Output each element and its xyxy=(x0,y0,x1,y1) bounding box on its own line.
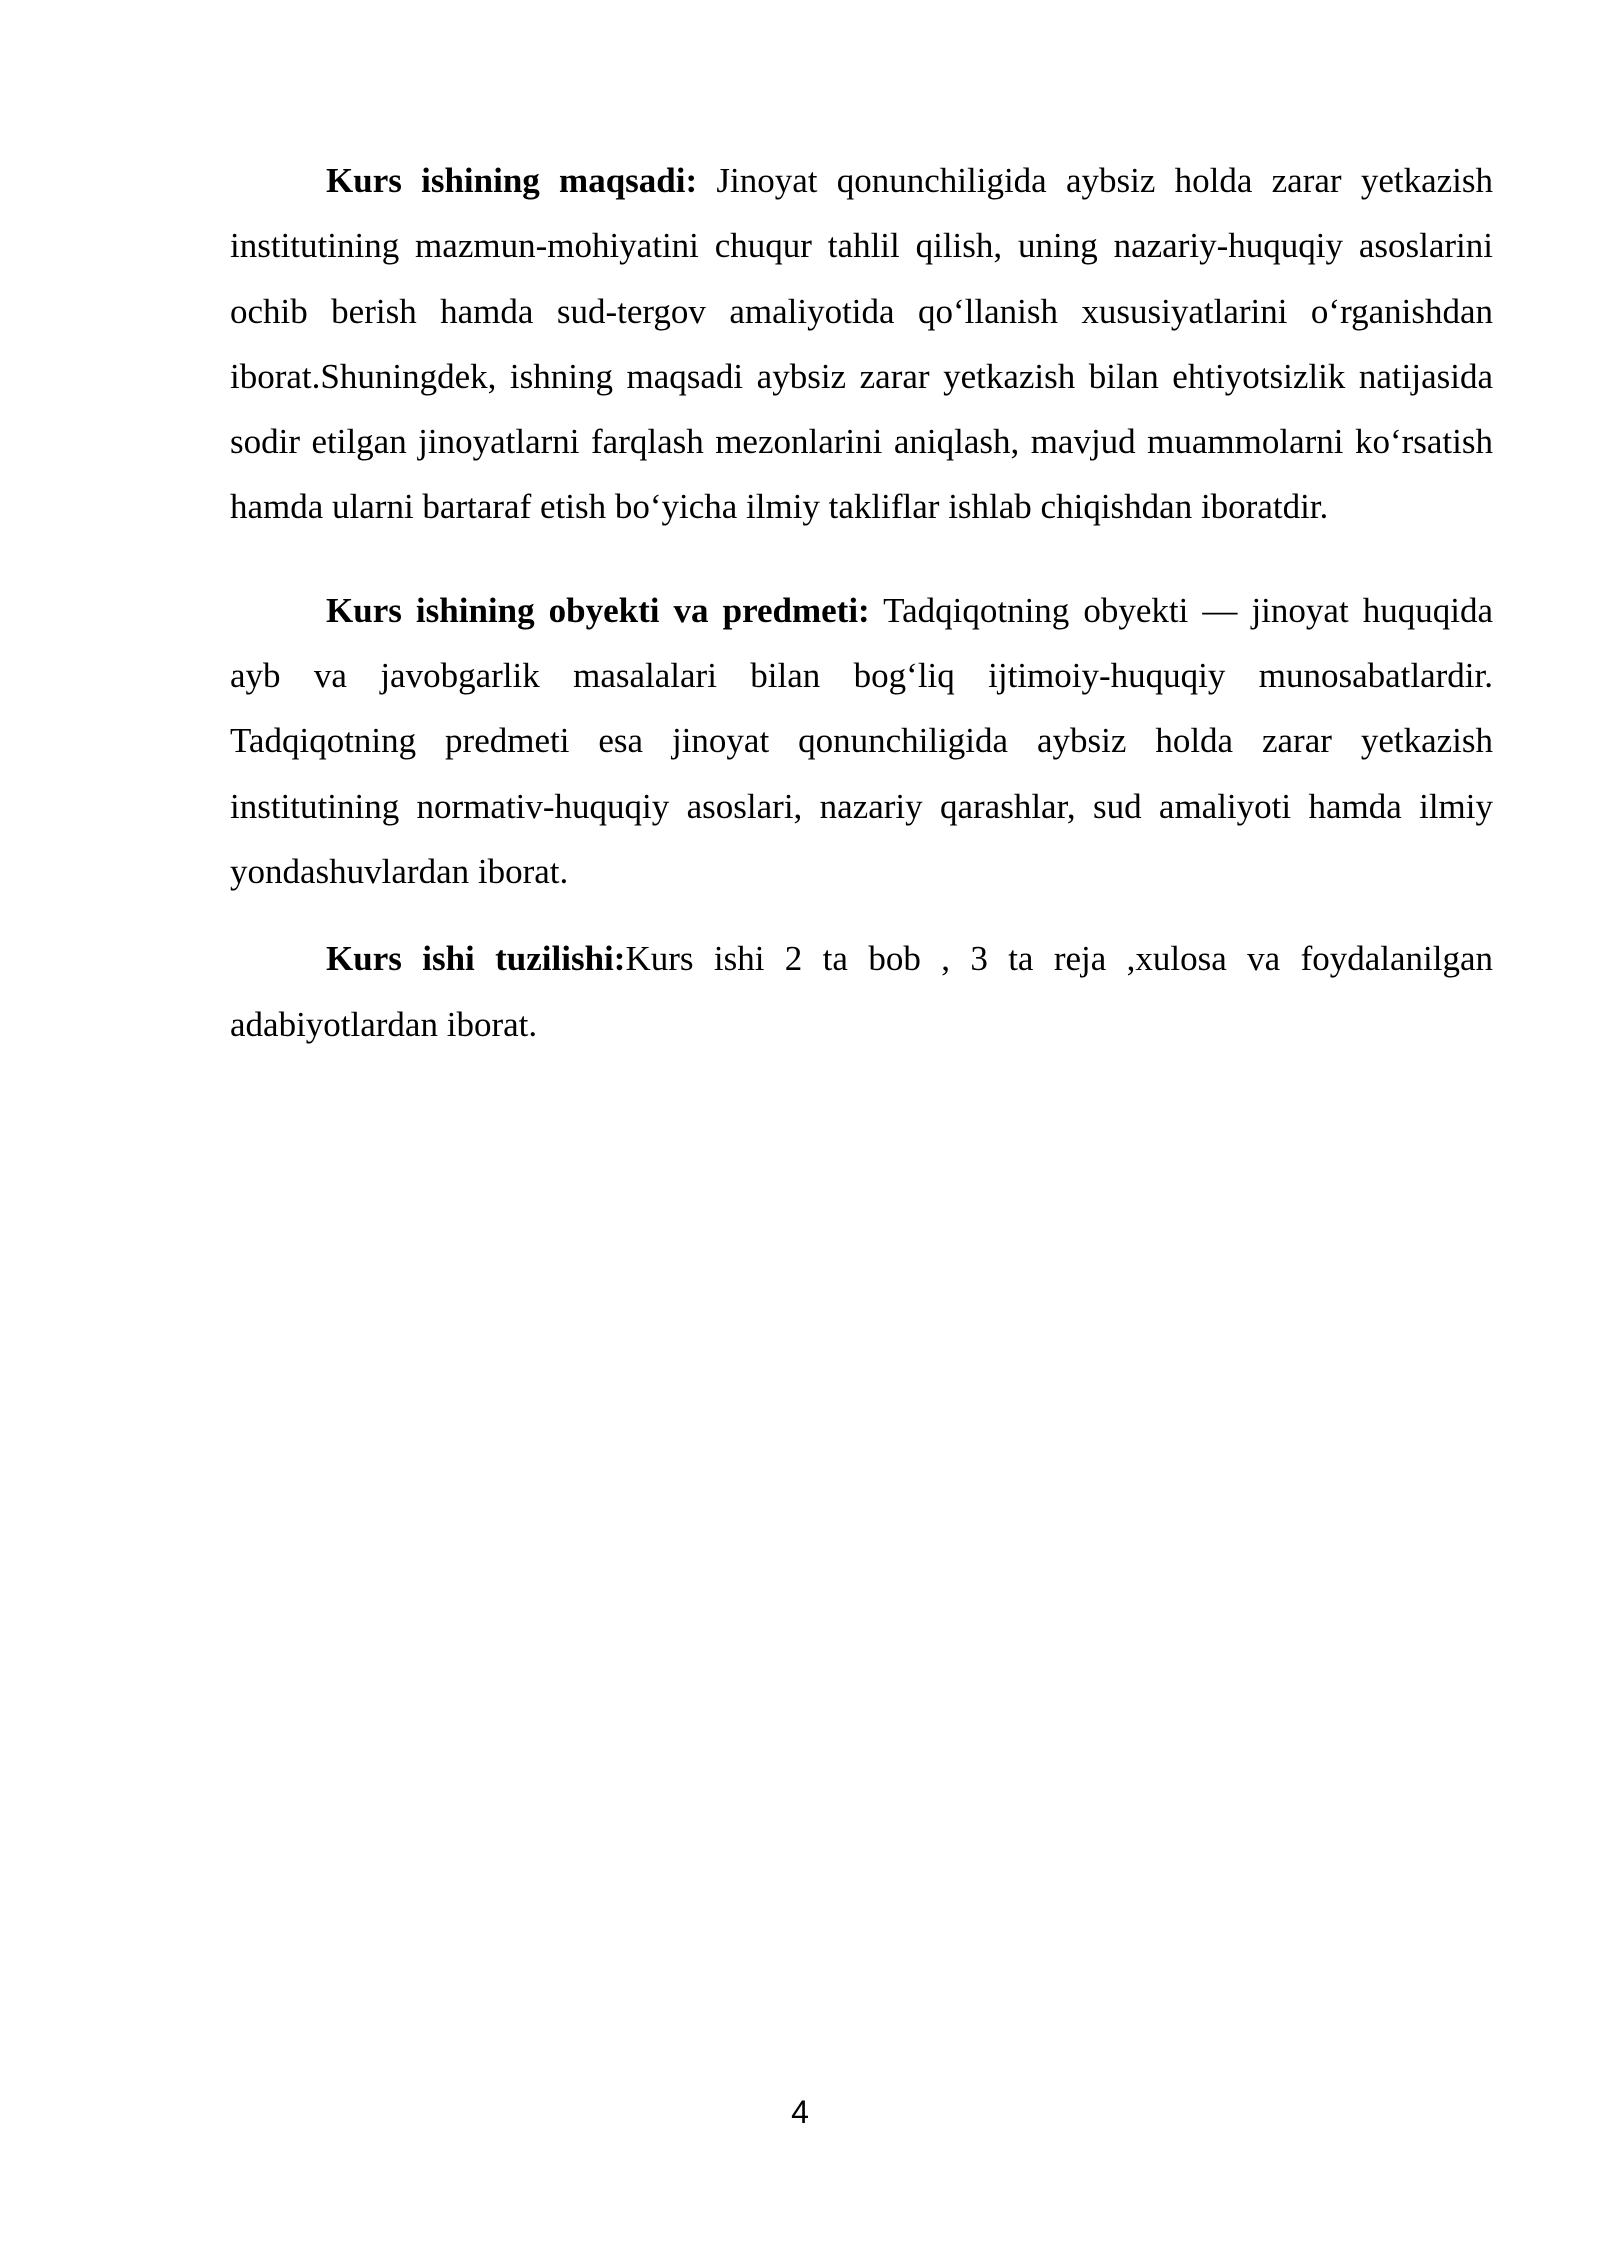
paragraph-object-subject xyxy=(230,578,1493,904)
text-structure: Kurs ishi 2 ta bob , 3 ta reja ,xulosa va foydalanilgan adabiyotlardan iborat. xyxy=(230,939,1494,1044)
paragraph-goal xyxy=(230,148,1493,540)
text-object-subject: Tadqiqotning obyekti — jinoyat huquqida ayb va javobgarlik masalalari bilan bogʻliq ijtimoiy-huquqiy munosabatlardir. Tadqiqotning predmeti esa jinoyat qonunchiligida aybsiz holda zarar yetkazish institutining normativ-huquqiy asoslari, nazariy qarashlar, sud amaliyoti hamda ilmiy yondashuvlardan iborat. xyxy=(230,590,1493,891)
text-goal: Jinoyat qonunchiligida aybsiz holda zarar yetkazish institutining mazmun-mohiyatini chuqur tahlil qilish, uning nazariy-huquqiy asoslarini ochib berish hamda sud-tergov amaliyotida qoʻllanish xususiyatlarini oʻrganishdan iborat.Shuningdek, ishning maqsadi aybsiz zarar yetkazish bilan ehtiyotsizlik natijasida sodir etilgan jinoyatlarni farqlash mezonlarini aniqlash, mavjud muammolarni koʻrsatish hamda ularni bartaraf etish boʻyicha ilmiy takliflar ishlab chiqishdan iboratdir. xyxy=(230,161,1493,527)
page-number: 4 xyxy=(791,2094,809,2130)
page-content xyxy=(230,148,1493,1057)
heading-goal: Kurs ishining maqsadi: xyxy=(326,161,698,200)
paragraph-structure xyxy=(230,926,1493,1057)
heading-object-subject: Kurs ishining obyekti va predmeti: xyxy=(326,590,870,630)
heading-structure: Kurs ishi tuzilishi: xyxy=(326,939,626,979)
